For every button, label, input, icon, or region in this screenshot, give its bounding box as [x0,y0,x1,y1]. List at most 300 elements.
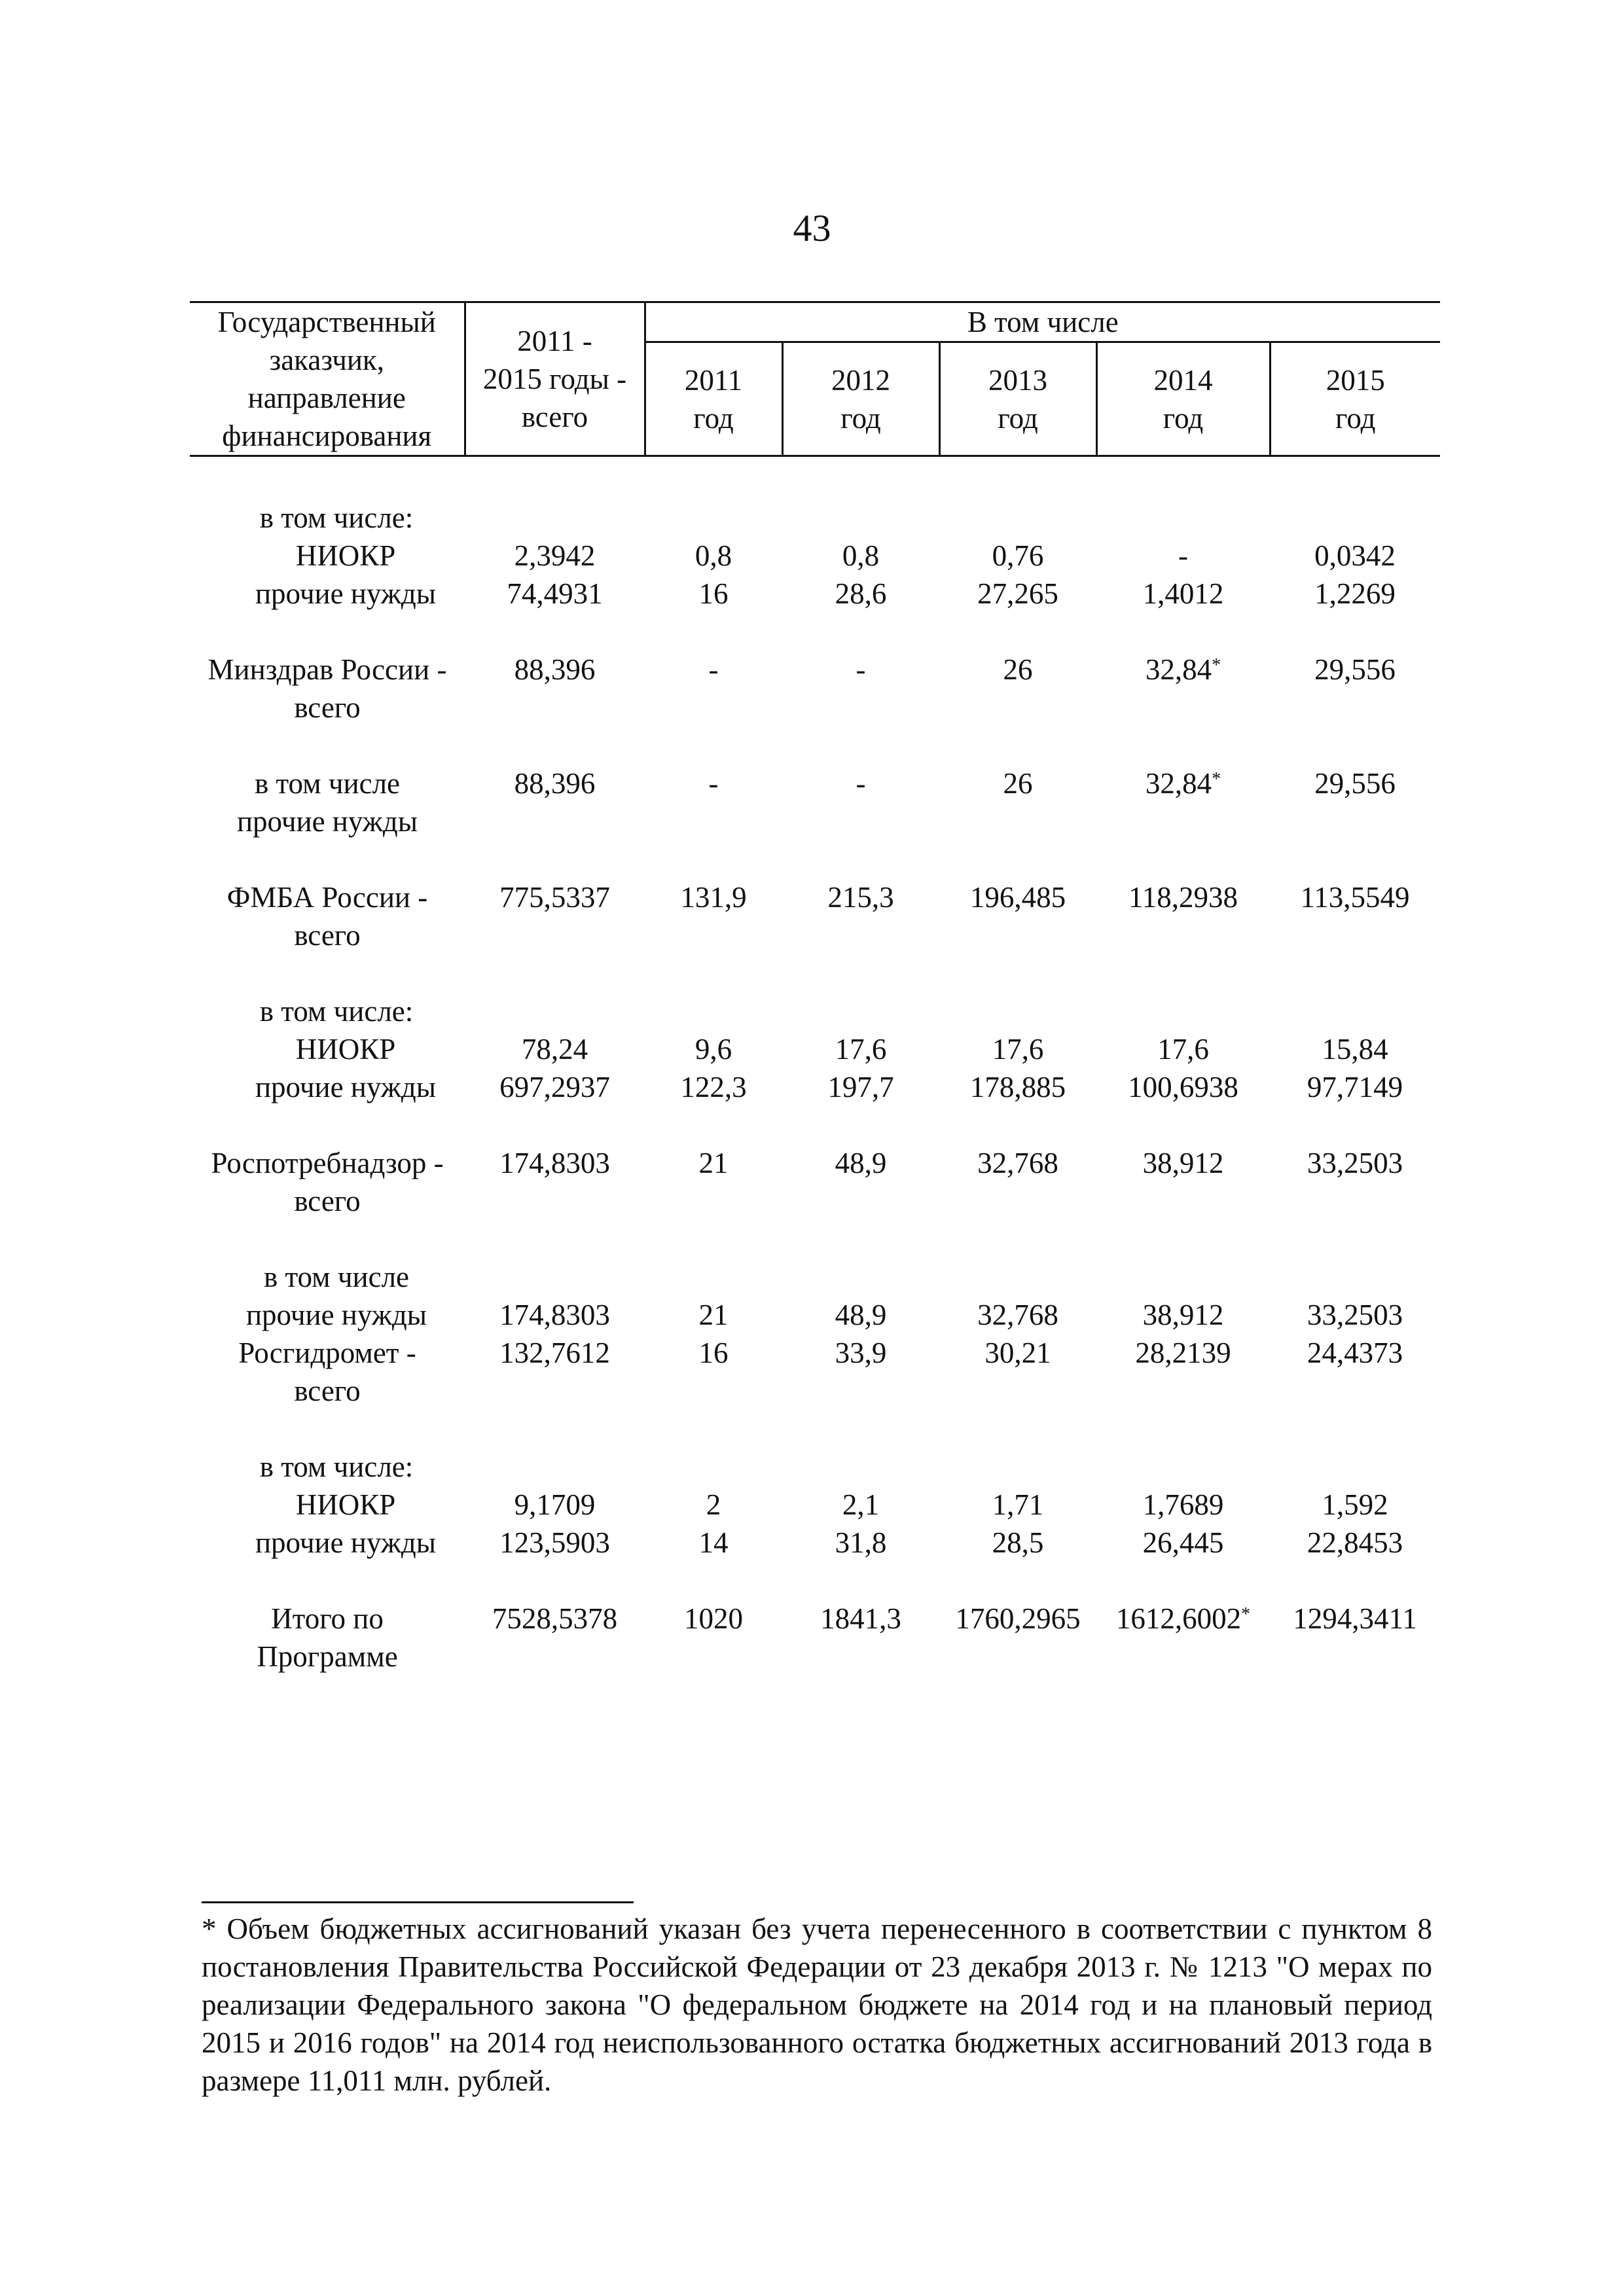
row-label [190,1448,465,1524]
row-label-line: всего [294,691,361,724]
header-year-value: 2013 [988,363,1047,397]
cell-value: 196,485 [969,881,1066,914]
value-box [1270,992,1440,1068]
header-year-2013 [939,342,1096,456]
header-year-unit: год [1335,401,1376,435]
value-cell [939,992,1096,1068]
row-label-line: прочие нужды [255,577,437,610]
header-year-value: 2014 [1153,363,1213,397]
row-label-line: Итого по [271,1602,384,1635]
header-year-2012 [782,342,939,456]
table-row [190,651,1440,764]
value-box [465,499,645,575]
value-cell [1096,1600,1270,1713]
row-label-line: в том числе: [259,501,414,534]
value-box [782,992,939,1068]
value-box [782,1144,939,1182]
value-box [645,651,782,689]
value-cell [1270,499,1440,575]
value-cell [782,1144,939,1258]
cell-value: 22,8453 [1307,1526,1403,1559]
value-cell [1096,499,1270,575]
value-box [1270,1448,1440,1524]
table-row [190,1334,1440,1448]
value-box [465,764,645,802]
value-box [645,1334,782,1372]
table-row [190,1448,1440,1524]
value-box [1270,1600,1440,1638]
value-box [939,764,1096,802]
value-box [939,1524,1096,1562]
value-box [1096,651,1270,689]
header-customer-line: заказчик, [269,344,385,376]
cell-value: 197,7 [827,1071,894,1103]
value-cell [1096,575,1270,651]
row-label-line: ФМБА России - [226,881,428,914]
cell-value: 24,4373 [1307,1336,1403,1369]
value-box [465,575,645,613]
value-box [645,1448,782,1524]
value-box [782,499,939,575]
value-box [939,1600,1096,1638]
value-box [645,1258,782,1334]
value-cell [939,1600,1096,1713]
row-label-line: прочие нужды [236,805,418,838]
value-cell [645,992,782,1068]
value-cell [1270,1334,1440,1448]
value-cell [465,1258,645,1334]
table-row [190,878,1440,992]
row-label-line: всего [294,1185,361,1217]
row-label [190,651,465,764]
value-cell [465,651,645,764]
value-box [465,1600,645,1638]
cell-value: 32,768 [977,1147,1058,1179]
value-box [465,1144,645,1182]
cell-value: 0,8 [695,539,732,572]
value-box [1270,1068,1440,1106]
value-cell [1270,1144,1440,1258]
value-box [782,1258,939,1334]
footnote-separator [202,1901,634,1903]
value-cell [782,1448,939,1524]
cell-value: 74,4931 [507,577,603,610]
value-box [645,1600,782,1638]
value-box [782,1524,939,1562]
row-label [190,575,465,651]
cell-value: 1612,6002 [1115,1602,1242,1635]
table-row [190,1600,1440,1713]
header-total-line: 2011 - [517,325,592,357]
value-box [939,651,1096,689]
value-cell [1270,1258,1440,1334]
row-label [190,1524,465,1600]
value-cell [645,1144,782,1258]
header-year-2014 [1096,342,1270,456]
cell-value: 33,9 [835,1336,887,1369]
cell-value: 17,6 [992,1033,1044,1066]
value-box [782,651,939,689]
value-cell [939,651,1096,764]
value-cell [939,1448,1096,1524]
value-cell [465,992,645,1068]
value-box [465,1068,645,1106]
cell-value: 32,84 [1145,653,1212,686]
row-label-line: Росгидромет - [238,1336,416,1369]
value-cell [465,764,645,878]
cell-value: 1841,3 [820,1602,901,1635]
cell-value: 1,71 [992,1488,1044,1521]
cell-value: 17,6 [835,1033,887,1066]
value-cell [1096,878,1270,992]
cell-value: 1760,2965 [955,1602,1081,1635]
value-cell [1096,651,1270,764]
row-label [190,1600,465,1713]
value-box [465,1524,645,1562]
page-number: 43 [793,207,831,249]
value-box [939,1334,1096,1372]
header-year-value: 2015 [1326,363,1385,397]
value-cell [939,1258,1096,1334]
cell-value: 1,4012 [1142,577,1224,610]
value-cell [465,1144,645,1258]
cell-value: 26,445 [1142,1526,1224,1559]
cell-value: 9,6 [695,1033,732,1066]
cell-value: 2,1 [842,1488,880,1521]
cell-value: 100,6938 [1128,1071,1238,1103]
cell-value: - [708,653,719,686]
value-cell [465,1334,645,1448]
cell-value: 38,912 [1142,1147,1224,1179]
cell-value: 78,24 [521,1033,588,1066]
row-label [190,499,465,575]
value-box [465,878,645,916]
value-cell [782,878,939,992]
value-box [939,1144,1096,1182]
row-label-line: в том числе: [259,1450,414,1483]
value-box [782,1334,939,1372]
cell-value: 29,556 [1314,767,1396,800]
row-label-line: в том числе [254,767,401,800]
value-box [939,992,1096,1068]
cell-value: 1020 [684,1602,743,1635]
row-label-line: НИОКР [295,539,396,572]
value-cell [465,878,645,992]
value-cell [1270,575,1440,651]
table-row [190,575,1440,651]
value-cell [1270,1448,1440,1524]
value-box [645,575,782,613]
header-year-value: 2011 [684,363,743,397]
value-cell [1270,1600,1440,1713]
value-cell [939,764,1096,878]
value-box [1096,764,1270,802]
value-cell [645,1334,782,1448]
value-box [782,878,939,916]
row-label [190,1068,465,1144]
cell-value: 131,9 [680,881,747,914]
value-box [1096,1334,1270,1372]
value-cell [645,651,782,764]
row-label-line: Минздрав России - [208,653,447,686]
value-cell [1096,1144,1270,1258]
value-cell [465,1068,645,1144]
value-box [645,1144,782,1182]
value-cell [939,499,1096,575]
cell-value: 17,6 [1157,1033,1209,1066]
value-box [782,1068,939,1106]
value-cell [645,499,782,575]
cell-value: 7528,5378 [492,1602,618,1635]
cell-value: 28,5 [992,1526,1044,1559]
cell-value: 33,2503 [1307,1299,1403,1331]
table-row [190,992,1440,1068]
value-box [1270,575,1440,613]
value-cell [782,1334,939,1448]
row-label-line: Роспотребнадзор - [211,1147,444,1179]
value-cell [939,1068,1096,1144]
value-cell [939,878,1096,992]
row-label [190,992,465,1068]
row-label-line: прочие нужды [255,1071,437,1103]
cell-value: 27,265 [977,577,1058,610]
cell-value: 0,0342 [1314,539,1396,572]
cell-value: 697,2937 [499,1071,610,1103]
value-box [645,878,782,916]
value-box [939,1448,1096,1524]
value-cell [465,575,645,651]
cell-value: - [708,767,719,800]
value-box [782,575,939,613]
cell-value: 1,592 [1322,1488,1388,1521]
cell-value: 2 [706,1488,721,1521]
value-box [1096,1068,1270,1106]
value-cell [645,1600,782,1713]
cell-value: 21 [698,1299,729,1331]
cell-value: 132,7612 [499,1336,610,1369]
value-box [782,1600,939,1638]
value-box [1270,1258,1440,1334]
value-cell [939,1524,1096,1600]
row-label-line: прочие нужды [255,1526,437,1559]
value-cell [1096,1068,1270,1144]
value-box [1096,1258,1270,1334]
cell-value: 32,84 [1145,767,1212,800]
row-label [190,1334,465,1448]
row-label-line: НИОКР [295,1033,396,1066]
value-box [465,992,645,1068]
value-box [939,499,1096,575]
cell-value: - [856,653,866,686]
cell-value: 29,556 [1314,653,1396,686]
cell-value: 32,768 [977,1299,1058,1331]
cell-value: 30,21 [984,1336,1051,1369]
value-cell [1270,992,1440,1068]
cell-value: - [1178,539,1188,572]
value-cell [782,575,939,651]
footnote-marker: * [1212,769,1221,789]
header-year-2011 [645,342,782,456]
cell-value: 38,912 [1142,1299,1224,1331]
row-label-line: в том числе [263,1261,410,1293]
cell-value: 113,5549 [1300,881,1410,914]
table-row [190,1524,1440,1600]
header-total-line: всего [521,401,588,433]
cell-value: 0,76 [992,539,1044,572]
value-cell [782,992,939,1068]
value-box [1270,499,1440,575]
value-cell [1096,992,1270,1068]
cell-value: 15,84 [1322,1033,1388,1066]
value-cell [1096,1524,1270,1600]
value-box [465,1334,645,1372]
row-label-line: НИОКР [295,1488,396,1521]
value-box [465,1448,645,1524]
value-box [645,1068,782,1106]
cell-value: 123,5903 [499,1526,610,1559]
cell-value: 88,396 [514,653,596,686]
cell-value: 28,2139 [1135,1336,1231,1369]
header-customer-line: Государственный [217,306,436,338]
cell-value: 26 [1003,767,1033,800]
value-cell [465,1524,645,1600]
value-box [939,575,1096,613]
cell-value: 174,8303 [499,1147,610,1179]
value-cell [782,764,939,878]
cell-value: 174,8303 [499,1299,610,1331]
header-total [465,302,645,456]
cell-value: 9,1709 [514,1488,596,1521]
value-cell [782,1524,939,1600]
cell-value: 775,5337 [499,881,610,914]
value-box [1096,1600,1270,1638]
cell-value: 1,2269 [1314,577,1396,610]
cell-value: 48,9 [835,1299,887,1331]
row-label-line: всего [294,1374,361,1407]
cell-value: 14 [698,1526,729,1559]
cell-value: 16 [698,1336,729,1369]
cell-value: 0,8 [842,539,880,572]
header-year-unit: год [693,401,734,435]
row-label [190,878,465,992]
value-box [939,878,1096,916]
value-box [1096,992,1270,1068]
cell-value: 28,6 [835,577,887,610]
header-customer-line: финансирования [222,420,432,452]
value-cell [465,1600,645,1713]
value-box [782,764,939,802]
value-box [782,1448,939,1524]
value-cell [782,651,939,764]
cell-value: 31,8 [835,1526,887,1559]
value-cell [1096,1448,1270,1524]
value-box [939,1258,1096,1334]
value-box [1096,499,1270,575]
cell-value: 26 [1003,653,1033,686]
value-box [1096,1144,1270,1182]
value-cell [465,1448,645,1524]
header-year-unit: год [1163,401,1204,435]
cell-value: - [856,767,866,800]
cell-value: 118,2938 [1128,881,1238,914]
cell-value: 48,9 [835,1147,887,1179]
value-cell [1270,878,1440,992]
header-customer-line: направление [247,382,406,414]
footnote-text: * Объем бюджетных ассигнований указан без учета перенесенного в соответствии с пунктом 8 постановления Правительства Российской Федерации от 23 декабря 2013 г. № 1213 "О мерах по реализации Федерального закона "О федеральном бюджете на 2014 год и на плановый период 2015 и 2016 годов" на 2014 год неиспользованного остатка бюджетных ассигнований 2013 года в размере 11,011 млн. рублей. [202,1912,1432,2097]
value-cell [782,1068,939,1144]
header-year-value: 2012 [831,363,890,397]
row-label-line: всего [294,919,361,952]
value-box [939,1068,1096,1106]
financing-table [190,301,1440,1713]
value-box [645,992,782,1068]
value-cell [939,1144,1096,1258]
cell-value: 1294,3411 [1293,1602,1417,1635]
table-row [190,1258,1440,1334]
row-label-line: Программе [257,1640,398,1673]
value-cell [1270,1068,1440,1144]
value-box [1096,575,1270,613]
value-box [1270,764,1440,802]
value-cell [782,1258,939,1334]
table-row [190,764,1440,878]
footnote-marker: * [1212,655,1221,675]
value-cell [1096,764,1270,878]
row-label [190,764,465,878]
value-cell [645,1448,782,1524]
cell-value: 215,3 [827,881,894,914]
value-cell [645,1524,782,1600]
value-cell [1270,1524,1440,1600]
value-box [645,1524,782,1562]
header-including: В том числе [645,302,1440,342]
value-box [1270,878,1440,916]
value-box [645,764,782,802]
value-cell [939,575,1096,651]
value-box [1270,651,1440,689]
cell-value: 122,3 [680,1071,747,1103]
header-year-unit: год [840,401,881,435]
value-box [1096,1524,1270,1562]
value-box [1270,1524,1440,1562]
row-label-line: прочие нужды [245,1299,427,1331]
value-box [1096,1448,1270,1524]
value-cell [782,499,939,575]
cell-value: 2,3942 [514,539,596,572]
value-cell [645,575,782,651]
value-cell [1270,651,1440,764]
table-row [190,499,1440,575]
cell-value: 1,7689 [1142,1488,1224,1521]
cell-value: 178,885 [969,1071,1066,1103]
value-box [1270,1334,1440,1372]
cell-value: 33,2503 [1307,1147,1403,1179]
value-cell [1096,1334,1270,1448]
table-row [190,1144,1440,1258]
table-body [190,456,1440,1714]
header-customer [190,302,465,456]
cell-value: 97,7149 [1307,1071,1403,1103]
value-cell [645,764,782,878]
cell-value: 88,396 [514,767,596,800]
value-cell [645,1068,782,1144]
value-cell [1096,1258,1270,1334]
header-total-line: 2015 годы - [482,363,627,395]
header-year-2015 [1270,342,1440,456]
table-row [190,1068,1440,1144]
row-label [190,1258,465,1334]
value-box [645,499,782,575]
